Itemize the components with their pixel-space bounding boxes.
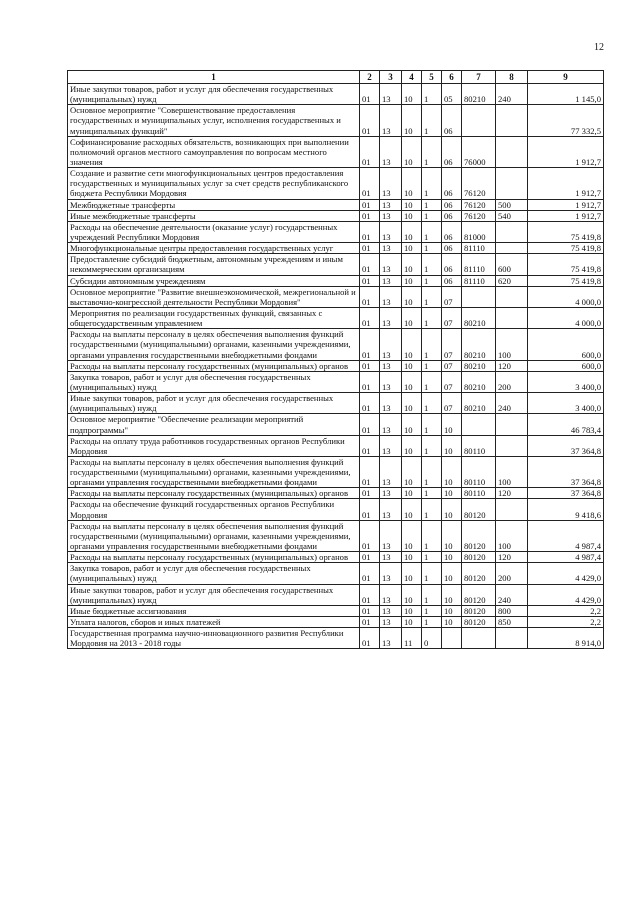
code-program: 10 — [402, 584, 422, 605]
header-col-8: 8 — [496, 71, 528, 84]
code-subsection: 13 — [380, 456, 402, 487]
code-subprogram: 1 — [422, 360, 442, 371]
code-subsection: 13 — [380, 563, 402, 584]
row-name: Расходы на оплату труда работников государственных органов Республики Мордовия — [68, 435, 360, 456]
code-expense-type: 240 — [496, 84, 528, 105]
code-activity: 05 — [442, 84, 462, 105]
header-col-4: 4 — [402, 71, 422, 84]
code-subsection: 13 — [380, 584, 402, 605]
row-amount: 600,0 — [528, 329, 604, 360]
code-subsection: 13 — [380, 360, 402, 371]
code-section: 01 — [360, 488, 380, 499]
table-row — [68, 136, 604, 167]
code-direction: 80210 — [462, 360, 496, 371]
code-section: 01 — [360, 254, 380, 275]
code-section: 01 — [360, 360, 380, 371]
code-activity: 07 — [442, 329, 462, 360]
code-activity: 07 — [442, 371, 462, 392]
code-expense-type: 200 — [496, 563, 528, 584]
code-program: 10 — [402, 520, 422, 551]
code-program: 10 — [402, 563, 422, 584]
code-program: 10 — [402, 329, 422, 360]
code-expense-type: 600 — [496, 254, 528, 275]
row-amount: 2,2 — [528, 617, 604, 628]
code-activity: 10 — [442, 584, 462, 605]
code-direction: 81110 — [462, 254, 496, 275]
table-row — [68, 199, 604, 210]
table-row — [68, 552, 604, 563]
row-amount: 9 418,6 — [528, 499, 604, 520]
code-direction — [462, 105, 496, 136]
code-activity: 06 — [442, 275, 462, 286]
code-section: 01 — [360, 563, 380, 584]
row-name: Основное мероприятие "Совершенствование предоставления государственных и муниципальных услуг, исполнения государственных и муниципальных функций" — [68, 105, 360, 136]
code-section: 01 — [360, 393, 380, 414]
code-activity: 07 — [442, 307, 462, 328]
row-name: Основное мероприятие "Развитие внешнеэкономической, межрегиональной и выставочно-конгрессной деятельности Республики Мордовия" — [68, 286, 360, 307]
code-section: 01 — [360, 286, 380, 307]
row-amount: 3 400,0 — [528, 393, 604, 414]
table-row — [68, 210, 604, 221]
code-subprogram: 1 — [422, 105, 442, 136]
code-activity: 06 — [442, 168, 462, 199]
code-activity: 10 — [442, 488, 462, 499]
code-section: 01 — [360, 371, 380, 392]
page-number: 12 — [594, 42, 604, 53]
code-program: 10 — [402, 393, 422, 414]
row-amount: 75 419,8 — [528, 243, 604, 254]
code-expense-type — [496, 105, 528, 136]
code-expense-type: 620 — [496, 275, 528, 286]
code-section: 01 — [360, 552, 380, 563]
row-name: Иные закупки товаров, работ и услуг для обеспечения государственных (муниципальных) нужд — [68, 584, 360, 605]
row-name: Закупка товаров, работ и услуг для обеспечения государственных (муниципальных) нужд — [68, 563, 360, 584]
code-subsection: 13 — [380, 435, 402, 456]
code-program: 10 — [402, 221, 422, 242]
code-subprogram: 1 — [422, 199, 442, 210]
header-col-9: 9 — [528, 71, 604, 84]
code-direction — [462, 286, 496, 307]
code-subprogram: 1 — [422, 488, 442, 499]
code-subprogram: 0 — [422, 628, 442, 649]
table-row — [68, 221, 604, 242]
header-col-5: 5 — [422, 71, 442, 84]
code-program: 10 — [402, 371, 422, 392]
row-amount: 1 912,7 — [528, 136, 604, 167]
code-direction: 76120 — [462, 210, 496, 221]
code-direction: 80210 — [462, 393, 496, 414]
code-direction: 81110 — [462, 275, 496, 286]
table-row — [68, 371, 604, 392]
row-name: Мероприятия по реализации государственных функций, связанных с общегосударственным управлением — [68, 307, 360, 328]
code-expense-type: 800 — [496, 605, 528, 616]
row-amount: 37 364,8 — [528, 456, 604, 487]
code-subprogram: 1 — [422, 307, 442, 328]
code-section: 01 — [360, 221, 380, 242]
code-direction: 80120 — [462, 584, 496, 605]
code-expense-type — [496, 499, 528, 520]
code-subsection: 13 — [380, 520, 402, 551]
code-program: 10 — [402, 275, 422, 286]
table-row — [68, 360, 604, 371]
code-subprogram: 1 — [422, 136, 442, 167]
table-row — [68, 393, 604, 414]
code-subsection: 13 — [380, 499, 402, 520]
row-amount: 4 000,0 — [528, 286, 604, 307]
code-program: 10 — [402, 605, 422, 616]
code-section: 01 — [360, 199, 380, 210]
code-section: 01 — [360, 168, 380, 199]
table-row — [68, 584, 604, 605]
code-section: 01 — [360, 329, 380, 360]
code-direction: 76120 — [462, 199, 496, 210]
table-row — [68, 84, 604, 105]
code-activity: 06 — [442, 210, 462, 221]
table-row — [68, 414, 604, 435]
row-name: Расходы на выплаты персоналу государственных (муниципальных) органов — [68, 360, 360, 371]
row-name: Межбюджетные трансферты — [68, 199, 360, 210]
header-col-2: 2 — [360, 71, 380, 84]
row-name: Расходы на обеспечение деятельности (оказание услуг) государственных учреждений Республики Мордовия — [68, 221, 360, 242]
code-direction: 80210 — [462, 329, 496, 360]
table-row — [68, 275, 604, 286]
code-direction: 80210 — [462, 307, 496, 328]
code-program: 10 — [402, 307, 422, 328]
code-subprogram: 1 — [422, 552, 442, 563]
code-program: 10 — [402, 552, 422, 563]
code-section: 01 — [360, 210, 380, 221]
code-subsection: 13 — [380, 168, 402, 199]
code-subprogram: 1 — [422, 456, 442, 487]
code-section: 01 — [360, 243, 380, 254]
code-direction: 80210 — [462, 371, 496, 392]
code-subsection: 13 — [380, 243, 402, 254]
row-name: Субсидии автономным учреждениям — [68, 275, 360, 286]
code-program: 10 — [402, 84, 422, 105]
header-col-1: 1 — [68, 71, 360, 84]
row-amount: 8 914,0 — [528, 628, 604, 649]
code-program: 10 — [402, 168, 422, 199]
code-program: 10 — [402, 456, 422, 487]
table-row — [68, 499, 604, 520]
code-program: 10 — [402, 199, 422, 210]
code-subsection: 13 — [380, 307, 402, 328]
code-direction: 76000 — [462, 136, 496, 167]
code-section: 01 — [360, 628, 380, 649]
code-subsection: 13 — [380, 371, 402, 392]
code-subprogram: 1 — [422, 275, 442, 286]
code-subprogram: 1 — [422, 243, 442, 254]
code-subsection: 13 — [380, 488, 402, 499]
code-subprogram: 1 — [422, 435, 442, 456]
code-subprogram: 1 — [422, 499, 442, 520]
row-name: Предоставление субсидий бюджетным, автономным учреждениям и иным некоммерческим организациям — [68, 254, 360, 275]
code-direction: 80110 — [462, 488, 496, 499]
code-expense-type: 100 — [496, 520, 528, 551]
code-subsection: 13 — [380, 275, 402, 286]
row-name: Расходы на выплаты персоналу в целях обеспечения выполнения функций государственными (муниципальными) органами, казенными учреждениями, органами управления государственными внебюджетными фондами — [68, 329, 360, 360]
code-expense-type: 850 — [496, 617, 528, 628]
code-activity: 10 — [442, 456, 462, 487]
code-expense-type: 240 — [496, 584, 528, 605]
code-program: 10 — [402, 617, 422, 628]
row-amount: 1 912,7 — [528, 199, 604, 210]
code-section: 01 — [360, 105, 380, 136]
row-amount: 1 912,7 — [528, 168, 604, 199]
row-amount: 600,0 — [528, 360, 604, 371]
code-program: 10 — [402, 499, 422, 520]
code-program: 10 — [402, 488, 422, 499]
code-direction: 80120 — [462, 520, 496, 551]
code-program: 10 — [402, 360, 422, 371]
code-direction: 80120 — [462, 605, 496, 616]
code-direction: 81000 — [462, 221, 496, 242]
row-name: Уплата налогов, сборов и иных платежей — [68, 617, 360, 628]
code-section: 01 — [360, 520, 380, 551]
code-subprogram: 1 — [422, 414, 442, 435]
code-subprogram: 1 — [422, 286, 442, 307]
table-row — [68, 520, 604, 551]
table-row — [68, 243, 604, 254]
code-subprogram: 1 — [422, 520, 442, 551]
code-expense-type: 120 — [496, 488, 528, 499]
code-subprogram: 1 — [422, 584, 442, 605]
code-expense-type: 240 — [496, 393, 528, 414]
code-subprogram: 1 — [422, 393, 442, 414]
code-direction — [462, 628, 496, 649]
code-activity: 10 — [442, 617, 462, 628]
code-subprogram: 1 — [422, 617, 442, 628]
code-program: 10 — [402, 210, 422, 221]
table-row — [68, 307, 604, 328]
code-subprogram: 1 — [422, 605, 442, 616]
budget-table — [67, 70, 604, 649]
code-activity: 10 — [442, 435, 462, 456]
code-section: 01 — [360, 456, 380, 487]
code-direction: 80110 — [462, 456, 496, 487]
code-subprogram: 1 — [422, 84, 442, 105]
code-section: 01 — [360, 499, 380, 520]
code-activity — [442, 628, 462, 649]
code-activity: 10 — [442, 499, 462, 520]
row-amount: 4 987,4 — [528, 552, 604, 563]
code-section: 01 — [360, 435, 380, 456]
code-subsection: 13 — [380, 628, 402, 649]
code-expense-type: 540 — [496, 210, 528, 221]
code-activity: 10 — [442, 563, 462, 584]
row-amount: 2,2 — [528, 605, 604, 616]
header-col-3: 3 — [380, 71, 402, 84]
code-expense-type — [496, 243, 528, 254]
row-amount: 4 429,0 — [528, 584, 604, 605]
code-activity: 10 — [442, 414, 462, 435]
code-program: 10 — [402, 435, 422, 456]
code-program: 10 — [402, 243, 422, 254]
row-amount: 75 419,8 — [528, 275, 604, 286]
code-activity: 06 — [442, 221, 462, 242]
header-col-7: 7 — [462, 71, 496, 84]
code-activity: 07 — [442, 360, 462, 371]
row-amount: 77 332,5 — [528, 105, 604, 136]
code-program: 10 — [402, 414, 422, 435]
row-name: Государственная программа научно-инновационного развития Республики Мордовия на 2013 - 2018 годы — [68, 628, 360, 649]
code-direction: 80110 — [462, 435, 496, 456]
code-subsection: 13 — [380, 105, 402, 136]
code-program: 10 — [402, 105, 422, 136]
table-row — [68, 456, 604, 487]
code-subsection: 13 — [380, 254, 402, 275]
code-activity: 10 — [442, 552, 462, 563]
code-subsection: 13 — [380, 221, 402, 242]
code-subprogram: 1 — [422, 371, 442, 392]
code-direction — [462, 414, 496, 435]
row-amount: 4 429,0 — [528, 563, 604, 584]
code-activity: 06 — [442, 254, 462, 275]
row-name: Иные закупки товаров, работ и услуг для обеспечения государственных (муниципальных) нужд — [68, 84, 360, 105]
code-section: 01 — [360, 584, 380, 605]
code-expense-type: 120 — [496, 552, 528, 563]
code-expense-type — [496, 221, 528, 242]
row-name: Расходы на выплаты персоналу в целях обеспечения выполнения функций государственными (муниципальными) органами, казенными учреждениями, органами управления государственными внебюджетными фондами — [68, 456, 360, 487]
code-program: 10 — [402, 254, 422, 275]
code-activity: 06 — [442, 243, 462, 254]
code-direction: 80210 — [462, 84, 496, 105]
code-expense-type — [496, 136, 528, 167]
table-row — [68, 329, 604, 360]
code-activity: 06 — [442, 199, 462, 210]
code-direction: 80120 — [462, 552, 496, 563]
code-subsection: 13 — [380, 552, 402, 563]
code-subsection: 13 — [380, 286, 402, 307]
code-activity: 07 — [442, 286, 462, 307]
code-program: 10 — [402, 286, 422, 307]
code-activity: 07 — [442, 393, 462, 414]
code-subprogram: 1 — [422, 329, 442, 360]
code-expense-type: 100 — [496, 329, 528, 360]
table-row — [68, 628, 604, 649]
code-section: 01 — [360, 414, 380, 435]
code-expense-type: 200 — [496, 371, 528, 392]
table-row — [68, 105, 604, 136]
code-section: 01 — [360, 307, 380, 328]
code-direction: 80120 — [462, 617, 496, 628]
row-amount: 1 912,7 — [528, 210, 604, 221]
code-section: 01 — [360, 605, 380, 616]
table-row — [68, 286, 604, 307]
table-row — [68, 605, 604, 616]
row-amount: 46 783,4 — [528, 414, 604, 435]
header-row — [68, 71, 604, 84]
code-expense-type — [496, 307, 528, 328]
row-amount: 37 364,8 — [528, 488, 604, 499]
row-amount: 75 419,8 — [528, 254, 604, 275]
row-name: Иные закупки товаров, работ и услуг для обеспечения государственных (муниципальных) нужд — [68, 393, 360, 414]
table-body — [68, 84, 604, 649]
code-subsection: 13 — [380, 84, 402, 105]
row-amount: 37 364,8 — [528, 435, 604, 456]
code-expense-type — [496, 168, 528, 199]
code-subsection: 13 — [380, 605, 402, 616]
code-direction: 81110 — [462, 243, 496, 254]
table-row — [68, 254, 604, 275]
code-direction: 80120 — [462, 563, 496, 584]
table-row — [68, 488, 604, 499]
code-direction: 80120 — [462, 499, 496, 520]
table-row — [68, 435, 604, 456]
row-name: Расходы на выплаты персоналу государственных (муниципальных) органов — [68, 488, 360, 499]
code-subprogram: 1 — [422, 254, 442, 275]
row-amount: 4 000,0 — [528, 307, 604, 328]
code-expense-type: 500 — [496, 199, 528, 210]
code-expense-type: 100 — [496, 456, 528, 487]
row-name: Расходы на выплаты персоналу в целях обеспечения выполнения функций государственными (муниципальными) органами, казенными учреждениями, органами управления государственными внебюджетными фондами — [68, 520, 360, 551]
code-subsection: 13 — [380, 210, 402, 221]
code-activity: 06 — [442, 136, 462, 167]
code-subsection: 13 — [380, 329, 402, 360]
code-subprogram: 1 — [422, 168, 442, 199]
code-subsection: 13 — [380, 414, 402, 435]
code-section: 01 — [360, 84, 380, 105]
code-subprogram: 1 — [422, 563, 442, 584]
code-subsection: 13 — [380, 136, 402, 167]
code-activity: 06 — [442, 105, 462, 136]
row-name: Расходы на выплаты персоналу государственных (муниципальных) органов — [68, 552, 360, 563]
code-activity: 10 — [442, 605, 462, 616]
row-amount: 3 400,0 — [528, 371, 604, 392]
code-expense-type — [496, 414, 528, 435]
row-amount: 75 419,8 — [528, 221, 604, 242]
code-section: 01 — [360, 275, 380, 286]
code-section: 01 — [360, 136, 380, 167]
code-direction: 76120 — [462, 168, 496, 199]
row-name: Расходы на обеспечение функций государственных органов Республики Мордовия — [68, 499, 360, 520]
code-program: 11 — [402, 628, 422, 649]
code-expense-type — [496, 435, 528, 456]
code-expense-type — [496, 628, 528, 649]
row-name: Создание и развитие сети многофункциональных центров предоставления государственных и муниципальных услуг за счет средств республиканского бюджета Республики Мордовия — [68, 168, 360, 199]
code-program: 10 — [402, 136, 422, 167]
row-amount: 1 145,0 — [528, 84, 604, 105]
row-name: Иные бюджетные ассигнования — [68, 605, 360, 616]
table-row — [68, 617, 604, 628]
row-amount: 4 987,4 — [528, 520, 604, 551]
code-expense-type — [496, 286, 528, 307]
code-subprogram: 1 — [422, 221, 442, 242]
code-subsection: 13 — [380, 393, 402, 414]
code-subsection: 13 — [380, 617, 402, 628]
code-section: 01 — [360, 617, 380, 628]
row-name: Многофункциональные центры предоставления государственных услуг — [68, 243, 360, 254]
code-subsection: 13 — [380, 199, 402, 210]
table-row — [68, 168, 604, 199]
header-col-6: 6 — [442, 71, 462, 84]
table-row — [68, 563, 604, 584]
row-name: Основное мероприятие "Обеспечение реализации мероприятий подпрограммы" — [68, 414, 360, 435]
row-name: Закупка товаров, работ и услуг для обеспечения государственных (муниципальных) нужд — [68, 371, 360, 392]
code-expense-type: 120 — [496, 360, 528, 371]
row-name: Софинансирование расходных обязательств, возникающих при выполнении полномочий органов местного самоуправления по вопросам местного значения — [68, 136, 360, 167]
code-subprogram: 1 — [422, 210, 442, 221]
row-name: Иные межбюджетные трансферты — [68, 210, 360, 221]
code-activity: 10 — [442, 520, 462, 551]
